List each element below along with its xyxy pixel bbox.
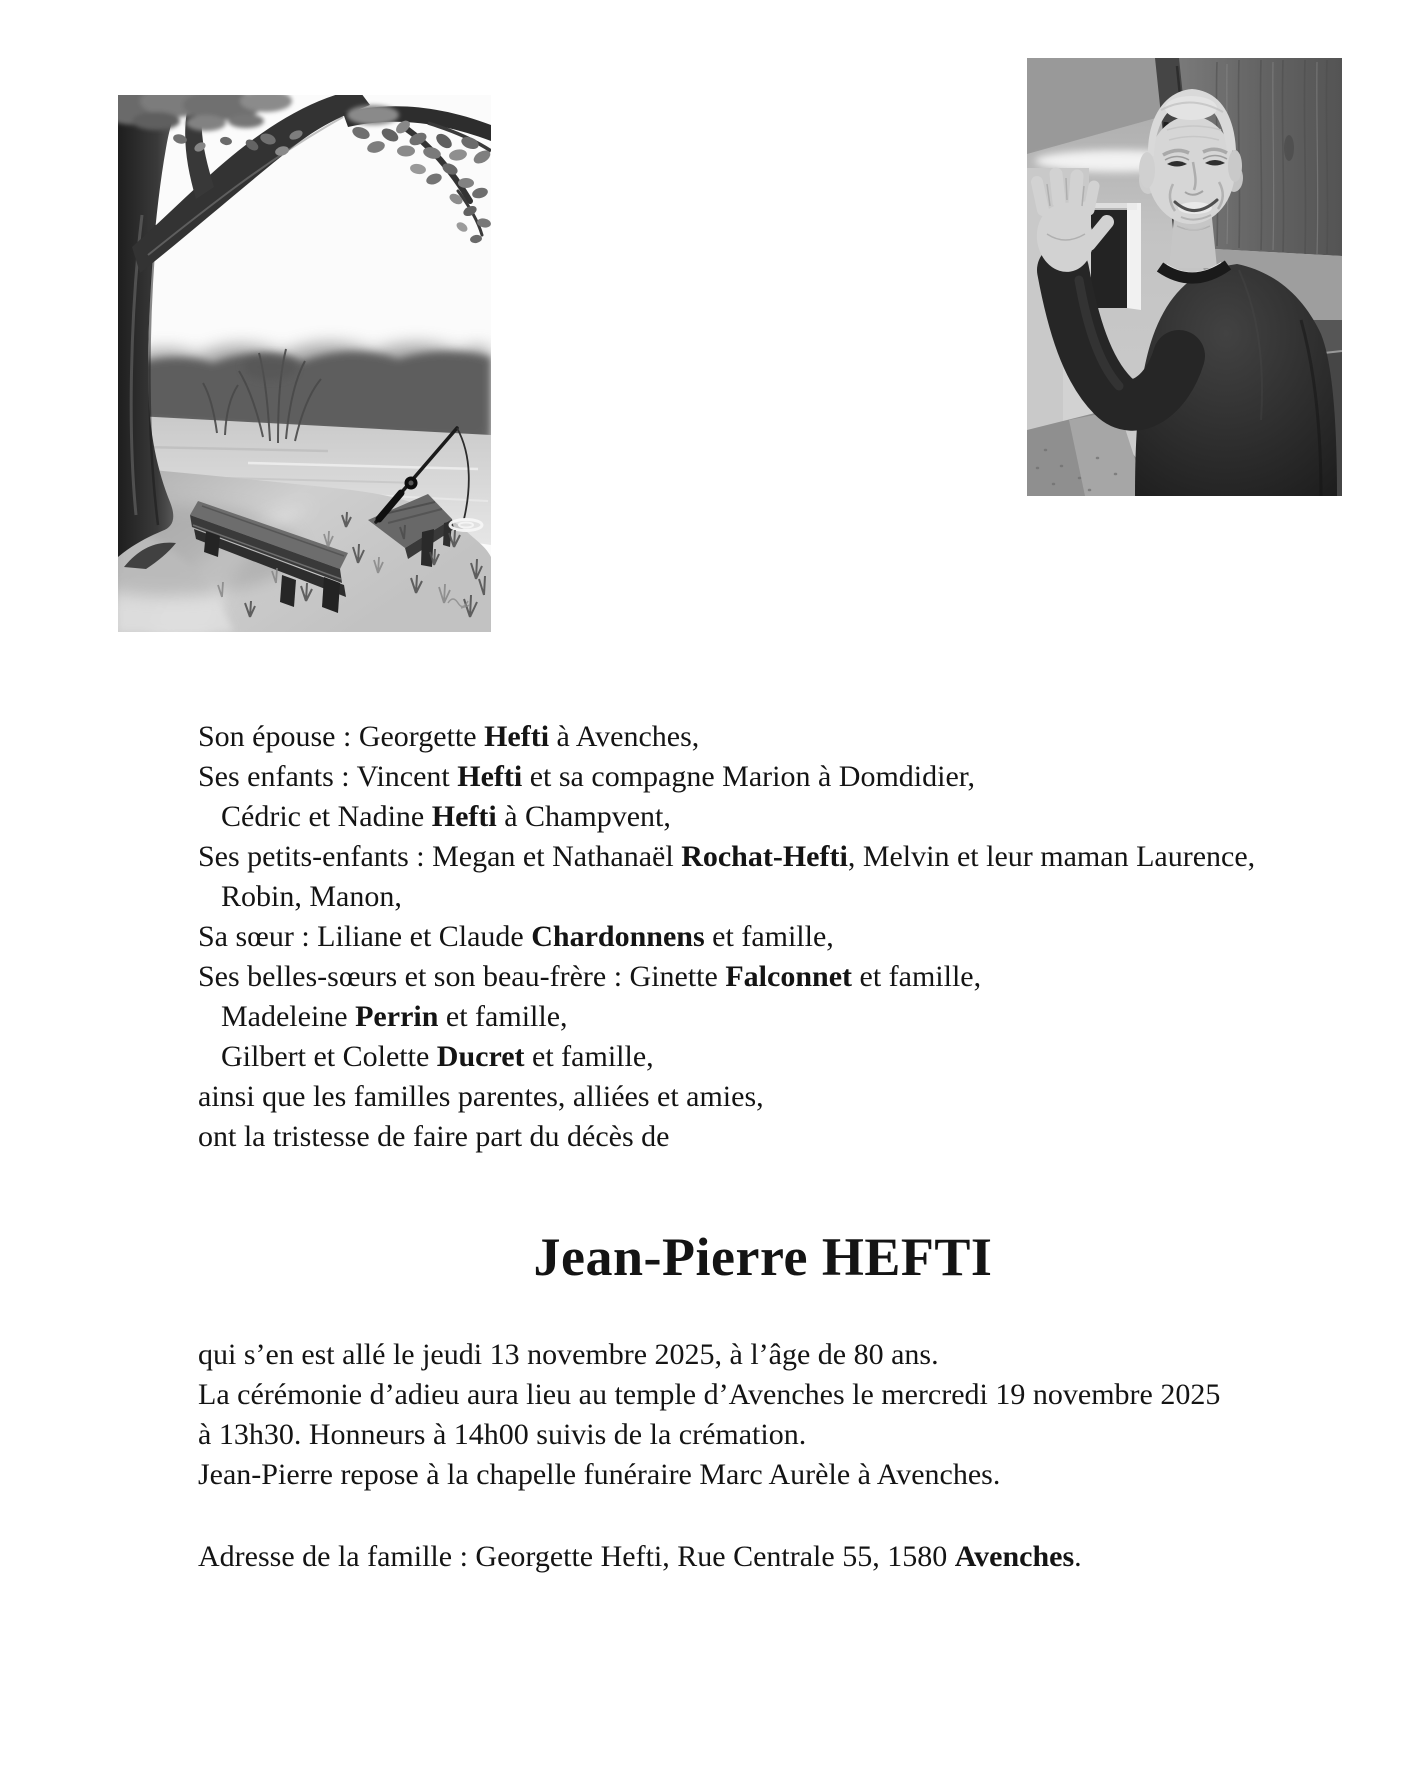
text-segment: Adresse de la famille : Georgette Hefti, Rue Centrale 55, 1580 (198, 1540, 955, 1573)
text-segment: Robin, Manon, (221, 880, 402, 913)
text-segment: Gilbert et Colette (221, 1040, 437, 1073)
text-line (198, 1117, 1358, 1157)
ceremony-details-lines (198, 1335, 1358, 1495)
text-line (198, 797, 1358, 837)
family-name-bold: Perrin (355, 1000, 439, 1033)
text-line (198, 1335, 1358, 1375)
family-announcement-lines (198, 717, 1358, 1157)
deceased-name: Jean-Pierre HEFTI (533, 1227, 993, 1287)
text-line (198, 837, 1358, 877)
text-segment: Ses petits-enfants : Megan et Nathanaël (198, 840, 682, 873)
text-segment: à 13h30. Honneurs à 14h00 suivis de la crémation. (198, 1418, 807, 1451)
text-segment: Son épouse : Georgette (198, 720, 485, 753)
family-name-bold: Chardonnens (531, 920, 705, 953)
text-line (198, 997, 1358, 1037)
text-line (198, 1537, 1358, 1577)
text-line (198, 757, 1358, 797)
text-segment: et famille, (852, 960, 982, 993)
text-line (198, 1037, 1358, 1077)
text-segment: Jean-Pierre repose à la chapelle funéraire Marc Aurèle à Avenches. (198, 1458, 1001, 1491)
text-segment: La cérémonie d’adieu aura lieu au temple d’Avenches le mercredi 19 novembre 2025 (198, 1378, 1221, 1411)
family-name-bold: Rochat-Hefti (681, 840, 848, 873)
reed-tuft (243, 354, 297, 380)
text-segment: , Melvin et leur maman Laurence, (847, 840, 1256, 873)
family-name-bold: Hefti (484, 720, 550, 753)
text-segment: et sa compagne Marion à Domdidier, (522, 760, 976, 793)
text-line (198, 957, 1358, 997)
family-name-bold: Avenches (954, 1540, 1075, 1573)
family-name-bold: Hefti (431, 800, 497, 833)
portrait-photo (1027, 58, 1342, 496)
text-segment: Cédric et Nadine (221, 800, 432, 833)
text-segment: et famille, (524, 1040, 654, 1073)
text-segment: qui s’en est allé le jeudi 13 novembre 2025, à l’âge de 80 ans. (198, 1338, 939, 1371)
portrait-photo-graphic (1027, 58, 1342, 496)
text-line (198, 1415, 1358, 1455)
text-line (198, 1455, 1358, 1495)
text-segment: ont la tristesse de faire part du décès de (198, 1120, 670, 1153)
lakeside-illustration (118, 95, 491, 632)
text-segment: . (1074, 1540, 1082, 1573)
family-name-bold: Ducret (436, 1040, 525, 1073)
text-line (198, 1375, 1358, 1415)
text-segment: Ses enfants : Vincent (198, 760, 458, 793)
text-segment: Sa sœur : Liliane et Claude (198, 920, 532, 953)
text-line (198, 1077, 1358, 1117)
family-name-bold: Hefti (457, 760, 523, 793)
text-segment: Ses belles-sœurs et son beau-frère : Ginette (198, 960, 726, 993)
text-segment: et famille, (438, 1000, 568, 1033)
text-segment: et famille, (704, 920, 834, 953)
text-segment: Madeleine (221, 1000, 356, 1033)
text-segment: à Avenches, (549, 720, 700, 753)
text-line (198, 917, 1358, 957)
family-address-line (198, 1537, 1358, 1577)
text-segment: à Champvent, (496, 800, 671, 833)
text-line (198, 877, 1358, 917)
family-name-bold: Falconnet (725, 960, 852, 993)
lakeside-illustration-graphic (118, 95, 491, 632)
text-line (198, 717, 1358, 757)
text-segment: ainsi que les familles parentes, alliées et amies, (198, 1080, 764, 1113)
